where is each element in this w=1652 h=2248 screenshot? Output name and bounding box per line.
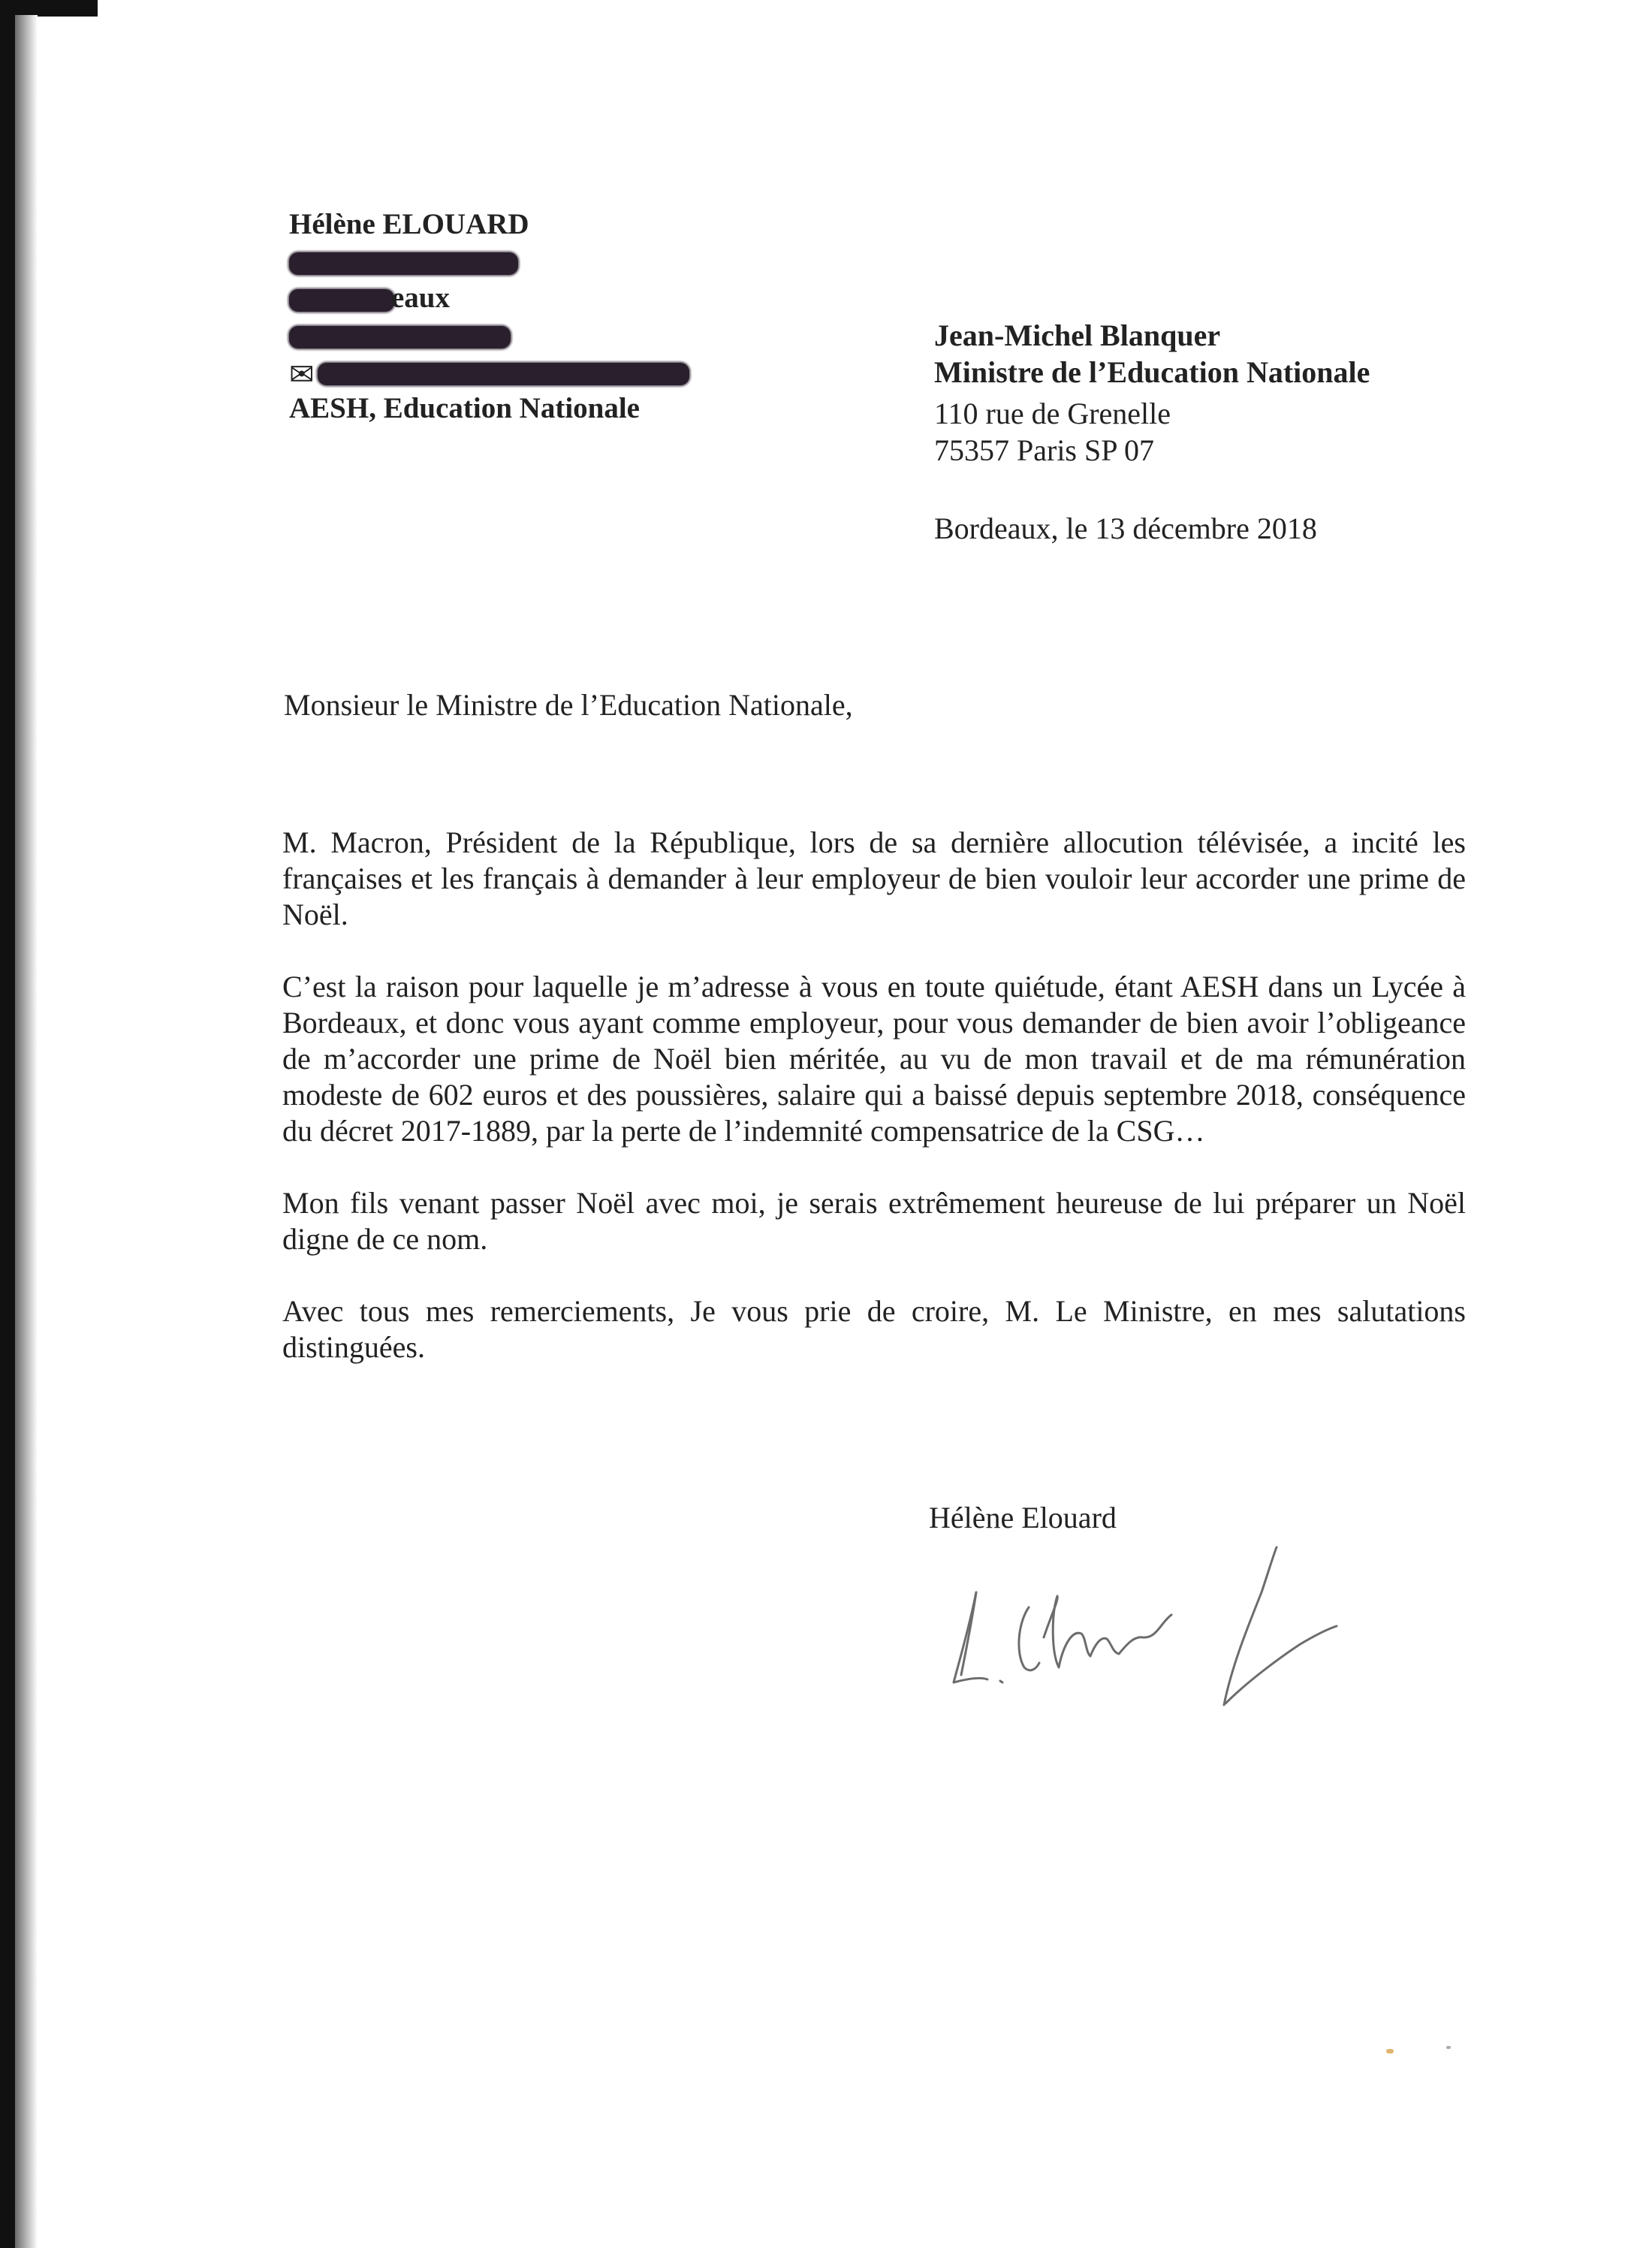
salutation: Monsieur le Ministre de l’Education Nationale, [284,688,853,722]
handwritten-signature [946,1502,1367,1758]
sender-name: Hélène ELOUARD [289,208,529,240]
letter-date: Bordeaux, le 13 décembre 2018 [934,511,1317,545]
recipient-address-line1: 110 rue de Grenelle [934,397,1171,430]
sender-role: AESH, Education Nationale [289,392,640,424]
scan-border-left [0,0,15,2248]
scan-border-top [0,0,98,17]
scan-speck [1446,2046,1451,2049]
sender-email-redacted [289,353,689,390]
envelope-icon: ✉ [289,357,315,391]
redaction-mark [289,326,511,349]
paragraph: Avec tous mes remerciements, Je vous prie de croire, M. Le Ministre, en mes salutations distinguées. [282,1294,1466,1364]
sender-block [289,206,689,427]
letter-body [282,825,1466,1402]
sender-phone-redacted [289,316,689,353]
paragraph: Mon fils venant passer Noël avec moi, je serais extrêmement heureuse de lui préparer un Noël digne de ce nom. [282,1186,1466,1256]
sender-street-redacted [289,243,689,279]
paragraph: M. Macron, Président de la République, lors de sa dernière allocution télévisée, a incité les françaises et les français à demander à leur employeur de bien vouloir leur accorder une prime de Noël. [282,825,1466,931]
sender-city [289,279,689,316]
sender-city-text: eaux [391,282,450,314]
recipient-name: Jean-Michel Blanquer [934,318,1221,352]
scan-shadow [15,15,38,2248]
recipient-block [934,317,1370,469]
signature-name: Hélène Elouard [929,1501,1117,1534]
redaction-mark [289,289,394,312]
recipient-address-line2: 75357 Paris SP 07 [934,433,1155,467]
paragraph: C’est la raison pour laquelle je m’adresse à vous en toute quiétude, étant AESH dans un Lycée à Bordeaux, et donc vous ayant comme employeur, pour vous demander de bien avoir l’obligeance de m’accorder une prime de Noël bien méritée, au vu de mon travail et de ma rémunération modeste de 602 euros et des poussières, salaire qui a baissé depuis septembre 2018, conséquence du décret 2017-1889, par la perte de l’indemnité compensatrice de la CSG… [282,970,1466,1148]
scan-speck [1386,2049,1394,2053]
redaction-mark [318,363,689,385]
redaction-mark [289,252,518,275]
recipient-title: Ministre de l’Education Nationale [934,355,1370,389]
